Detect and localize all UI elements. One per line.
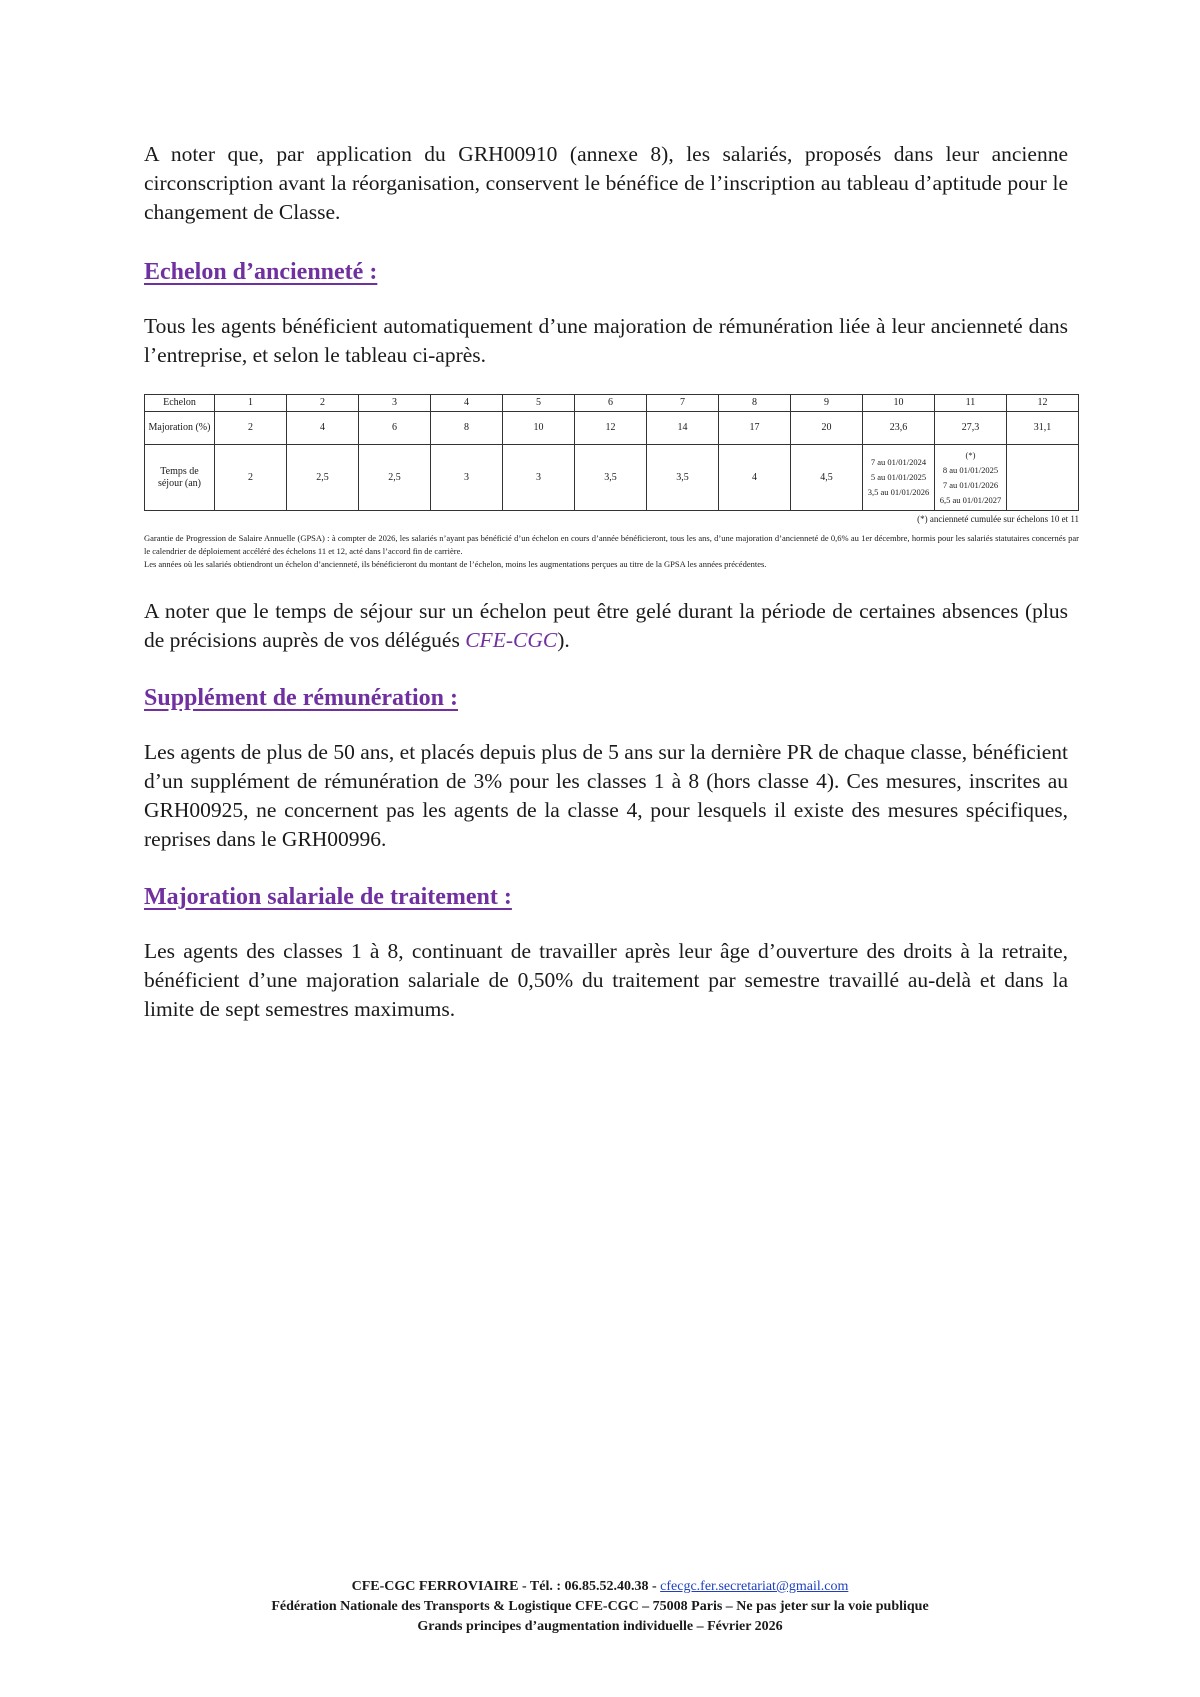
temps-cell: 3,5 [575,445,647,511]
row-header-temps-sejour: Temps de séjour (an) [145,445,215,511]
temps-11-line: 7 au 01/01/2026 [942,479,999,490]
echelon-cell: 2 [287,395,359,412]
echelon-cell: 3 [359,395,431,412]
table-row-temps-sejour [145,445,1079,511]
majoration-cell: 14 [647,412,719,445]
majoration-cell: 12 [575,412,647,445]
intro-paragraph: A noter que, par application du GRH00910 (annexe 8), les salariés, proposés dans leur ancienne circonscription avant la réorganisation, conservent le bénéfice de l’inscription au tableau d’aptitude pour le changement de Classe. [144,142,1068,224]
footer-email-link[interactable]: cfecgc.fer.secretariat@gmail.com [660,1579,849,1594]
heading-echelon: Echelon d’ancienneté : [144,259,378,285]
echelon-cell: 9 [791,395,863,412]
echelon-table-wrapper [144,394,1079,571]
majoration-cell: 27,3 [935,412,1007,445]
page-footer [0,1577,1200,1637]
echelon-cell: 11 [935,395,1007,412]
majoration-cell: 6 [359,412,431,445]
temps-10-line: 7 au 01/01/2024 [870,457,927,467]
footer-line-title: Grands principes d’augmentation individuelle – Février 2026 [417,1619,783,1634]
heading-majoration: Majoration salariale de traitement : [144,884,512,910]
temps-cell-echelon-10 [863,445,935,511]
echelon-cell: 1 [215,395,287,412]
footer-line-contact [0,1577,1200,1597]
temps-11-line: 6,5 au 01/01/2027 [939,494,1002,505]
row-header-echelon: Echelon [145,395,215,412]
brand-name: CFE-CGC [465,628,558,652]
temps-cell: 3 [503,445,575,511]
temps-11-line: (*) [965,449,976,460]
majoration-cell: 10 [503,412,575,445]
temps-cell: 3,5 [647,445,719,511]
gel-text: A noter que le temps de séjour sur un échelon peut être gelé durant la période de certaines absences (plus de précisions auprès de vos délégués [144,599,1068,652]
temps-cell-echelon-12 [1007,445,1079,511]
temps-cell-echelon-11 [935,445,1007,511]
gpsa-note-line-1: Garantie de Progression de Salaire Annuelle (GPSA) : à compter de 2026, les salariés n’ayant pas bénéficié d’un échelon en cours d’année bénéficieront, tous les ans, d’une majoration d’ancienneté de 0,6% au 1er décembre, hormis pour les salariés statutaires concernés par le calendrier de déploiement accéléré des échelons 11 et 12, acté dans l’accord fin de carrière. [144,533,1079,556]
echelon-cell: 10 [863,395,935,412]
temps-11-line: 8 au 01/01/2025 [942,464,999,475]
temps-cell: 4,5 [791,445,863,511]
echelon-cell: 6 [575,395,647,412]
majoration-paragraph: Les agents des classes 1 à 8, continuant de travailler après leur âge d’ouverture des droits à la retraite, bénéficient d’une majoration salariale de 0,50% du traitement par semestre travaillé au-delà et dans la limite de sept semestres maximums. [144,939,1068,1021]
supplement-paragraph: Les agents de plus de 50 ans, et placés depuis plus de 5 ans sur la dernière PR de chaque classe, bénéficient d’un supplément de rémunération de 3% pour les classes 1 à 8 (hors classe 4). Ces mesures, inscrites au GRH00925, ne concernent pas les agents de la classe 4, pour lesquels il existe des mesures spécifiques, reprises dans le GRH00996. [144,740,1068,851]
gpsa-note [144,532,1079,571]
echelon-cell: 7 [647,395,719,412]
temps-10-line: 5 au 01/01/2025 [870,472,927,482]
gpsa-note-line-2: Les années où les salariés obtiendront un échelon d’ancienneté, ils bénéficieront du montant de l’échelon, moins les augmentations perçues au titre de la GPSA les années précédentes. [144,559,767,569]
majoration-cell: 8 [431,412,503,445]
majoration-cell: 17 [719,412,791,445]
table-row-echelon [145,395,1079,412]
temps-cell: 2,5 [359,445,431,511]
gel-paragraph [144,597,1068,655]
echelon-table [144,394,1079,511]
heading-supplement: Supplément de rémunération : [144,685,458,711]
temps-cell: 4 [719,445,791,511]
table-footnote: (*) ancienneté cumulée sur échelons 10 et 11 [917,514,1079,524]
majoration-cell: 23,6 [863,412,935,445]
table-row-majoration [145,412,1079,445]
majoration-cell: 31,1 [1007,412,1079,445]
majoration-cell: 20 [791,412,863,445]
majoration-cell: 2 [215,412,287,445]
temps-cell: 2 [215,445,287,511]
temps-cell: 3 [431,445,503,511]
footer-contact-text: CFE-CGC FERROVIAIRE - Tél. : 06.85.52.40.38 - [351,1579,661,1594]
document-body [144,140,1079,1024]
temps-cell: 2,5 [287,445,359,511]
footer-line-federation: Fédération Nationale des Transports & Logistique CFE-CGC – 75008 Paris – Ne pas jeter sur la voie publique [271,1599,929,1614]
echelon-paragraph: Tous les agents bénéficient automatiquement d’une majoration de rémunération liée à leur ancienneté dans l’entreprise, et selon le tableau ci-après. [144,314,1068,367]
echelon-cell: 12 [1007,395,1079,412]
echelon-cell: 8 [719,395,791,412]
temps-10-line: 3,5 au 01/01/2026 [867,487,930,497]
gel-text-end: ). [557,628,570,652]
row-header-majoration: Majoration (%) [145,412,215,445]
echelon-cell: 4 [431,395,503,412]
majoration-cell: 4 [287,412,359,445]
echelon-cell: 5 [503,395,575,412]
